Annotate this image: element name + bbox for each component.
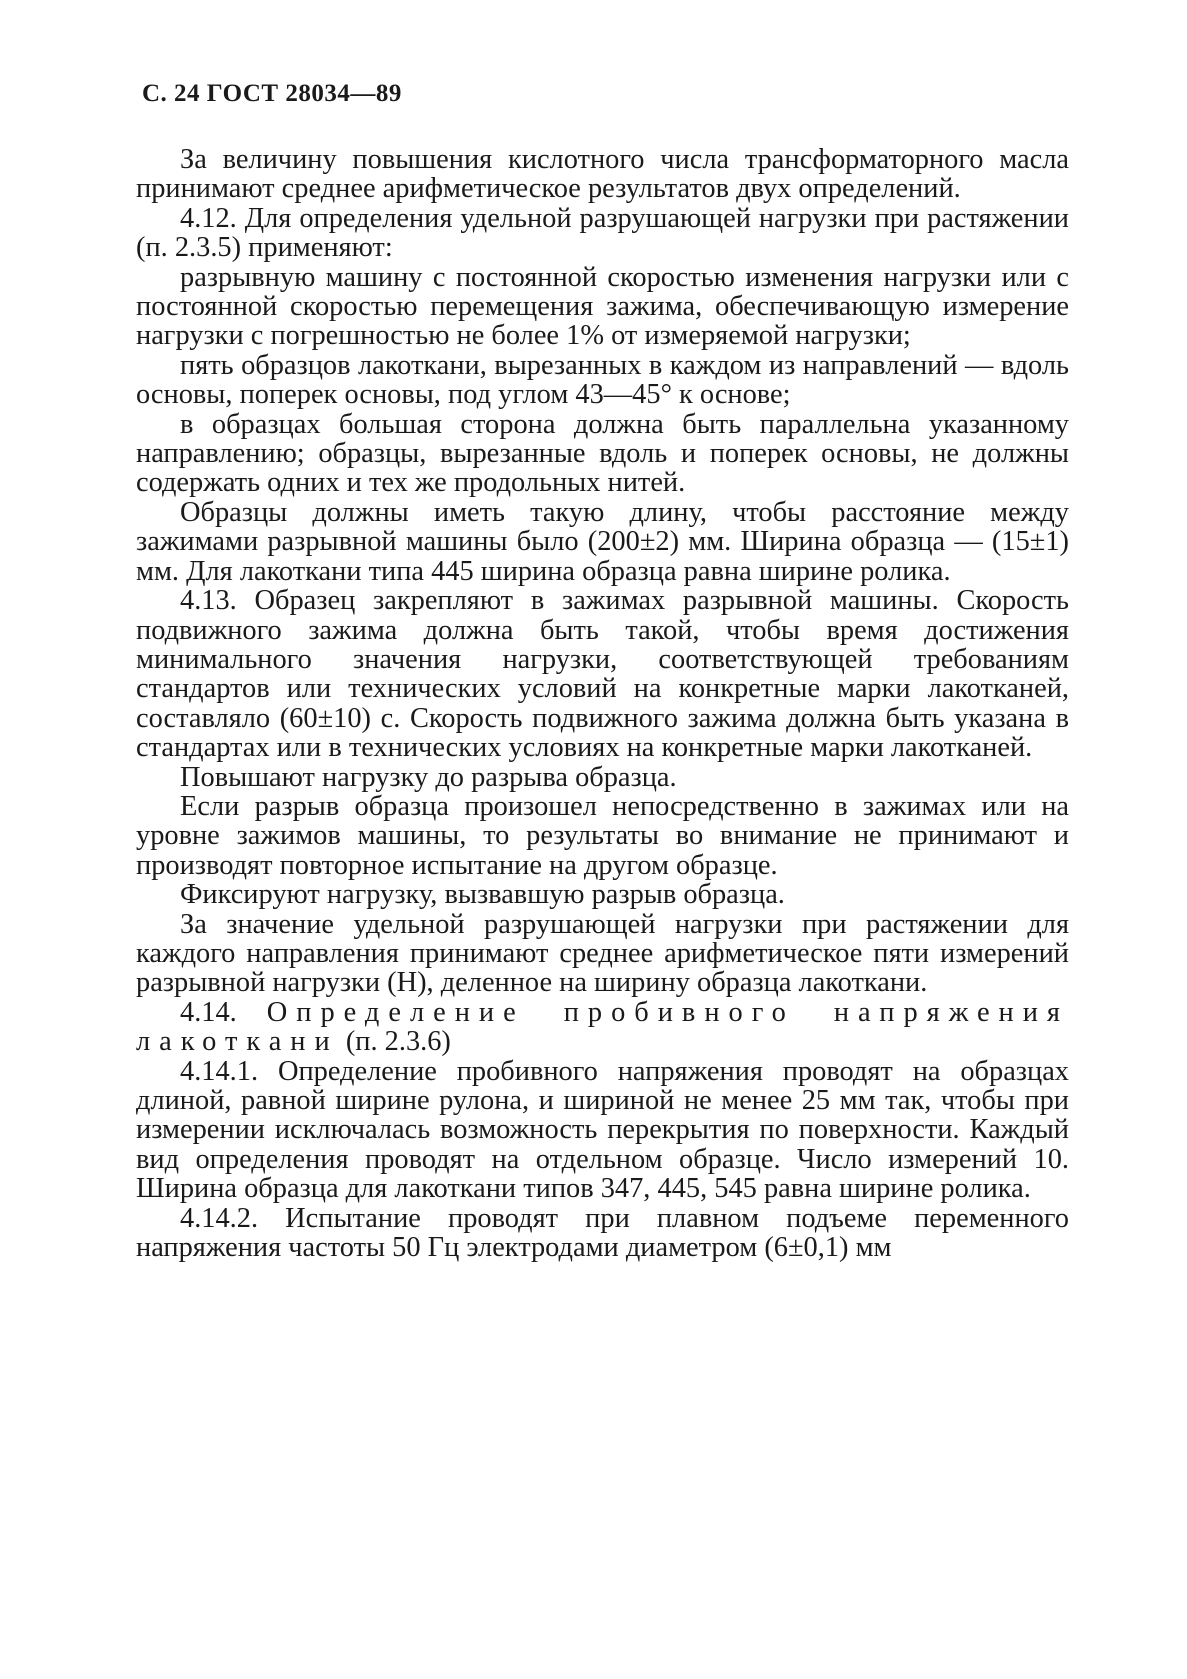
paragraph-sample-orientation: в образцах большая сторона должна быть параллельна указанному направлению; образцы, вырезанные вдоль и поперек основы, не должны содержать одних и тех же продольных нитей.	[136, 408, 1069, 499]
section-4-14-ref: (п. 2.3.6)	[345, 1026, 451, 1058]
paragraph-4-14-2: 4.14.2. Испытание проводят при плавном подъеме переменного напряжения частоты 50 Гц электродами диаметром (6±0,1) мм	[136, 1202, 1069, 1264]
section-4-14-heading	[136, 998, 1069, 1057]
paragraph-tensile-machine: разрывную машину с постоянной скоростью изменения нагрузки или с постоянной скоростью перемещения зажима, обеспечивающую измерение нагрузки с погрешностью не более 1% от измеряемой нагрузки;	[136, 261, 1069, 352]
paragraph-4-12: 4.12. Для определения удельной разрушающей нагрузки при растяжении (п. 2.3.5) применяют:	[136, 202, 1069, 264]
page-header: С. 24 ГОСТ 28034—89	[142, 80, 402, 107]
paragraph-five-samples: пять образцов лакоткани, вырезанных в каждом из направлений — вдоль основы, поперек основы, под углом 43—45° к основе;	[136, 349, 1069, 411]
paragraph-record-load: Фиксируют нагрузку, вызвавшую разрыв образца.	[180, 879, 785, 911]
paragraph-4-14-1: 4.14.1. Определение пробивного напряжения проводят на образцах длиной, равной ширине рулона, и шириной не менее 25 мм так, чтобы при измерении исключалась возможность перекрытия по поверхности. Каждый вид определения проводят на отдельном образце. Число измерений 10. Ширина образца для лакоткани типов 347, 445, 545 равна ширине ролика.	[136, 1055, 1069, 1205]
paragraph-oil-acid-number: За величину повышения кислотного числа трансформаторного масла принимают среднее арифметическое результатов двух определений.	[136, 144, 1069, 205]
section-4-14-number: 4.14.	[180, 996, 237, 1028]
paragraph-sample-length: Образцы должны иметь такую длину, чтобы расстояние между зажимами разрывной машины было (200±2) мм. Ширина образца — (15±1) мм. Для лакоткани типа 445 ширина образца равна ширине ролика.	[136, 496, 1069, 587]
paragraph-increase-load: Повышают нагрузку до разрыва образца.	[180, 761, 677, 793]
paragraph-break-in-clamps: Если разрыв образца произошел непосредственно в зажимах или на уровне зажимов машины, то результаты во внимание не принимают и производят повторное испытание на другом образце.	[136, 790, 1069, 881]
body-text	[136, 145, 1069, 1262]
section-4-14-title: Определение пробивного напряжения лакоткани	[136, 996, 1069, 1058]
paragraph-4-13: 4.13. Образец закрепляют в зажимах разрывной машины. Скорость подвижного зажима должна быть такой, чтобы время достижения минимального значения нагрузки, соответствующей требованиям стандартов или технических условий на конкретные марки лакотканей, составляло (60±10) с. Скорость подвижного зажима должна быть указана в стандартах или в технических условиях на конкретные марки лакотканей.	[136, 585, 1069, 764]
paragraph-specific-load-value: За значение удельной разрушающей нагрузки при растяжении для каждого направления принимают среднее арифметическое пяти измерений разрывной нагрузки (Н), деленное на ширину образца лакоткани.	[136, 908, 1069, 999]
